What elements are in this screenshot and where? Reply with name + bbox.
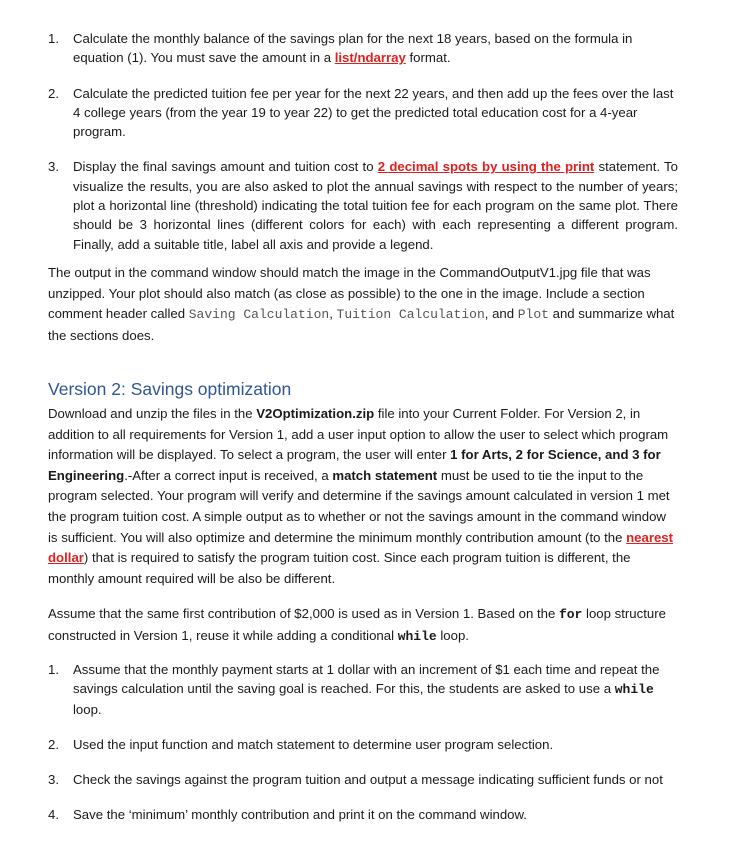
code-plot: Plot xyxy=(517,307,549,323)
section-heading: Version 2: Savings optimization xyxy=(48,379,292,399)
code-tuition-calculation: Tuition Calculation xyxy=(336,307,485,323)
list-ndarray-link[interactable]: list/ndarray xyxy=(334,50,406,66)
version2-paragraph: Download and unzip the files in the V2Optimization.zip file into your Current Folder. For Version 2, in addition to all requirements for Version 1, add a user input option to allow the user to select which program information will be displayed. To select a program, the user will enter 1 for Arts, 2 for Science, and 3 for Engineering.-After a correct input is received, a match statement must be used to tie the input to the program selected. Your program will verify and determine if the savings amount calculated in version 1 met the program tuition cost. A simple output as to whether or not the savings amount in the command window is sufficient. You will also optimize and determine the minimum monthly contribution amount (to the nearest dollar) that is required to satisfy the program tuition cost. Since each program tuition is different, the monthly amount required will be also be different. xyxy=(48,406,674,586)
list-number: 3. xyxy=(48,159,59,175)
match-statement: match statement xyxy=(332,467,438,483)
nearest-dollar-highlight: nearest dollar xyxy=(48,529,674,566)
code-for: for xyxy=(558,607,583,622)
list-number: 1. xyxy=(48,662,59,677)
output-paragraph: The output in the command window should match the image in the CommandOutputV1.jpg file that was unzipped. Your plot should also match (as close as possible) to the one in the image. Include a section comment header called Saving Calculation, Tuition Calculation, and Plot and summarize what the sections does. xyxy=(48,265,675,343)
program-options: 1 for Arts, 2 for Science, and 3 for Engineering xyxy=(48,447,661,483)
assume-paragraph: Assume that the same first contribution of $2,000 is used as in Version 1. Based on the for loop structure constructed in Version 1, reuse it while adding a conditional while loop. xyxy=(48,606,666,644)
list-number: 3. xyxy=(48,772,59,788)
list-item: 1. Calculate the monthly balance of the savings plan for the next 18 years, based on the formula in equation (1). You must save the amount in a list/ndarray format. xyxy=(48,31,633,66)
code-while: while xyxy=(397,628,437,644)
optimization-steps-list xyxy=(48,660,678,825)
list-item: 2. Used the input function and match statement to determine user program selection. xyxy=(48,735,678,754)
print-highlight: 2 decimal spots by using the print xyxy=(377,159,595,175)
list-number: 2. xyxy=(48,736,59,752)
list-item: 1. Assume that the monthly payment starts at 1 dollar with an increment of $1 each time and repeat the savings calculation until the saving goal is reached. For this, the students are asked to use a while loop. xyxy=(48,662,660,717)
zip-filename: V2Optimization.zip xyxy=(256,406,375,421)
list-item: 2. Calculate the predicted tuition fee per year for the next 22 years, and then add up the fees over the last 4 college years (from the year 19 to year 22) to get the predicted total education cost for a 4-year program. xyxy=(48,85,674,140)
list-item: 3. Display the final savings amount and tuition cost to 2 decimal spots by using the print statement. To visualize the results, you are also asked to plot the annual savings with respect to the number of years; plot a horizontal line (threshold) indicating the total tuition fee for each program on the same plot. There should be 3 horizontal lines (different colors for each) with each representing a different program. Finally, add a suitable title, label all axis and provide a legend. xyxy=(48,159,678,252)
list-number: 2. xyxy=(48,85,59,101)
list-number: 1. xyxy=(48,31,59,46)
list-number: 4. xyxy=(48,807,59,823)
code-saving-calculation: Saving Calculation xyxy=(188,307,330,323)
list-item: 4. Save the ‘minimum’ monthly contribution and print it on the command window. xyxy=(48,805,678,824)
list-item: 3. Check the savings against the program tuition and output a message indicating sufficient funds or not xyxy=(48,770,678,789)
requirements-list xyxy=(48,29,678,254)
code-while: while xyxy=(614,682,654,698)
